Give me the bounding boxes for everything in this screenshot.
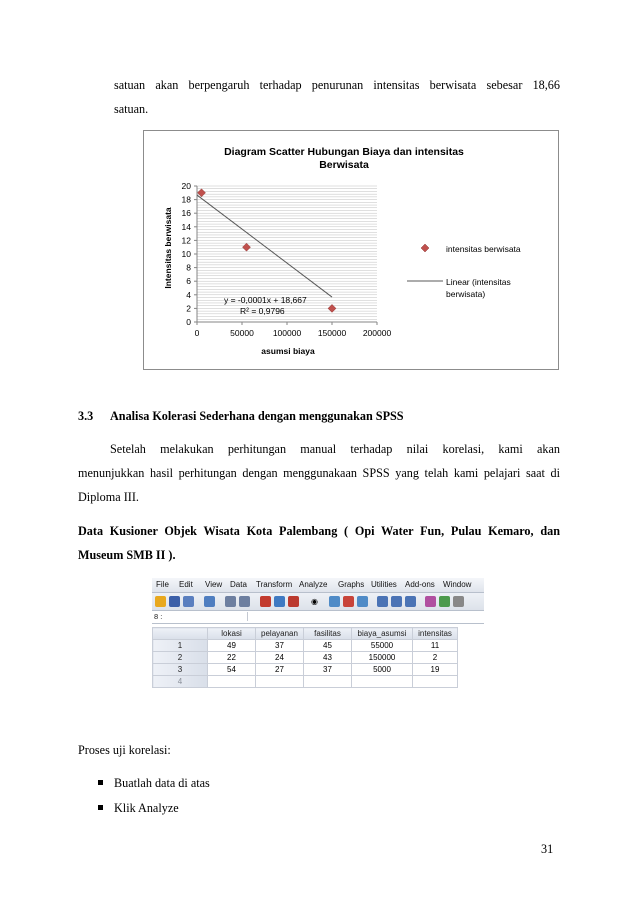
y-axis-label: Intensitas berwisata <box>163 207 173 289</box>
select-cases-icon[interactable] <box>391 596 402 607</box>
y-tick-label: 2 <box>186 303 191 314</box>
column-header[interactable]: biaya_asumsi <box>352 628 413 640</box>
scatter-chart <box>143 130 559 370</box>
data-cell[interactable]: 24 <box>256 652 304 664</box>
bullet-square-icon <box>98 780 103 785</box>
row-number[interactable]: 2 <box>153 652 208 664</box>
data-cell[interactable]: 2 <box>413 652 458 664</box>
data-cell[interactable]: 54 <box>208 664 256 676</box>
goto-case-icon[interactable] <box>260 596 271 607</box>
weight-cases-icon[interactable] <box>377 596 388 607</box>
step-2: Klik Analyze <box>114 801 179 815</box>
corner-cell <box>153 628 208 640</box>
legend-series-label: intensitas berwisata <box>446 244 521 254</box>
data-cell[interactable]: 55000 <box>352 640 413 652</box>
cell-reference: 8 : <box>154 612 163 621</box>
menu-utilities[interactable]: Utilities <box>371 580 397 589</box>
menu-window[interactable]: Window <box>443 580 472 589</box>
data-heading-line-1: Data Kusioner Objek Wisata Kota Palembang ( Opi Water Fun, Pulau Kemaro, dan <box>78 524 560 538</box>
menu-transform[interactable]: Transform <box>256 580 293 589</box>
y-tick-label: 0 <box>186 317 191 327</box>
y-tick-label: 6 <box>186 276 191 287</box>
data-points <box>198 189 337 313</box>
data-grid <box>152 627 458 688</box>
data-cell[interactable]: 19 <box>413 664 458 676</box>
legend-marker-icon <box>421 244 429 252</box>
table-row <box>153 652 458 664</box>
column-header[interactable]: intensitas <box>413 628 458 640</box>
data-cell[interactable]: 37 <box>256 640 304 652</box>
legend-trend-label-1: Linear (intensitas <box>446 277 511 287</box>
split-file-icon[interactable] <box>357 596 368 607</box>
y-tick-label: 4 <box>186 289 191 300</box>
row-number[interactable]: 3 <box>153 664 208 676</box>
y-tick-labels <box>182 181 192 327</box>
para2-line-3: Diploma III. <box>78 490 139 504</box>
data-cell[interactable]: 37 <box>304 664 352 676</box>
print-icon[interactable] <box>183 596 194 607</box>
spell-check-icon[interactable] <box>453 596 464 607</box>
x-tick-label: 150000 <box>317 328 347 338</box>
x-tick-label: 50000 <box>230 328 254 338</box>
grid-header-row <box>153 628 458 640</box>
legend-trend-label-2: berwisata) <box>446 289 486 299</box>
insert-variable-icon[interactable] <box>343 596 354 607</box>
menu-edit[interactable]: Edit <box>179 580 193 589</box>
data-cell[interactable]: 22 <box>208 652 256 664</box>
bullet-square-icon <box>98 805 103 810</box>
data-cell[interactable]: 11 <box>413 640 458 652</box>
intro-line-1: satuan akan berpengaruh terhadap penurunan intensitas berwisata sebesar 18,66 <box>114 78 560 92</box>
spss-data-editor <box>152 578 484 702</box>
menu-file[interactable]: File <box>156 580 169 589</box>
section-title: Analisa Kolerasi Sederhana dengan menggunakan SPSS <box>110 409 404 423</box>
cell-value-field[interactable] <box>247 612 484 621</box>
dialog-recall-icon[interactable] <box>204 596 215 607</box>
find-binoculars-icon[interactable]: ◉ <box>311 597 318 606</box>
row-number[interactable]: 4 <box>153 676 208 688</box>
goto-variable-icon[interactable] <box>274 596 285 607</box>
open-folder-icon[interactable] <box>155 596 166 607</box>
step-1: Buatlah data di atas <box>114 776 210 790</box>
cell-reference-bar <box>152 611 484 624</box>
data-cell[interactable]: 150000 <box>352 652 413 664</box>
save-icon[interactable] <box>169 596 180 607</box>
data-cell[interactable]: 49 <box>208 640 256 652</box>
data-point <box>198 189 206 197</box>
data-cell[interactable] <box>413 676 458 688</box>
spss-menubar <box>152 578 484 593</box>
data-cell[interactable]: 43 <box>304 652 352 664</box>
y-tick-label: 18 <box>181 194 191 205</box>
r-squared: R² = 0,9796 <box>240 306 285 316</box>
para2-line-1: Setelah melakukan perhitungan manual terhadap nilai korelasi, kami akan <box>110 442 560 456</box>
y-tick-label: 12 <box>181 235 191 246</box>
column-header[interactable]: pelayanan <box>256 628 304 640</box>
data-heading-line-2: Museum SMB II ). <box>78 548 176 562</box>
data-cell[interactable]: 27 <box>256 664 304 676</box>
intro-line-2: satuan. <box>114 102 149 116</box>
y-tick-label: 20 <box>181 181 191 191</box>
table-row <box>153 676 458 688</box>
use-sets-icon[interactable] <box>425 596 436 607</box>
data-cell[interactable] <box>304 676 352 688</box>
menu-view[interactable]: View <box>205 580 223 589</box>
variables-icon[interactable] <box>288 596 299 607</box>
chart-title-line-2: Berwisata <box>319 159 369 171</box>
menu-analyze[interactable]: Analyze <box>299 580 328 589</box>
y-tick-label: 14 <box>181 221 191 232</box>
table-row <box>153 640 458 652</box>
insert-cases-icon[interactable] <box>329 596 340 607</box>
menu-data[interactable]: Data <box>230 580 247 589</box>
data-point <box>243 243 251 251</box>
menu-addons[interactable]: Add-ons <box>405 580 435 589</box>
para2-line-2: menunjukkan hasil perhitungan dengan menggunakaan SPSS yang telah kami pelajari saat di <box>78 466 560 480</box>
show-all-variables-icon[interactable] <box>439 596 450 607</box>
x-tick-label: 0 <box>194 328 200 338</box>
x-tick-label: 200000 <box>362 328 392 338</box>
redo-icon[interactable] <box>239 596 250 607</box>
x-tick-labels <box>195 328 392 338</box>
y-tick-label: 16 <box>181 208 191 219</box>
y-tick-label: 10 <box>181 249 191 259</box>
value-labels-icon[interactable] <box>405 596 416 607</box>
x-axis-label: asumsi biaya <box>261 346 315 356</box>
y-tick-label: 8 <box>186 262 191 273</box>
legend <box>407 244 521 299</box>
data-cell[interactable] <box>352 676 413 688</box>
undo-icon[interactable] <box>225 596 236 607</box>
chart-title-line-1: Diagram Scatter Hubungan Biaya dan intensitas <box>224 146 464 158</box>
column-header[interactable]: fasilitas <box>304 628 352 640</box>
table-row <box>153 664 458 676</box>
row-number[interactable]: 1 <box>153 640 208 652</box>
data-cell[interactable] <box>256 676 304 688</box>
data-cell[interactable]: 5000 <box>352 664 413 676</box>
proses-label: Proses uji korelasi: <box>78 743 171 757</box>
menu-graphs[interactable]: Graphs <box>338 580 365 589</box>
spss-toolbar <box>152 593 484 611</box>
page-number: 31 <box>541 842 554 856</box>
data-cell[interactable] <box>208 676 256 688</box>
x-tick-label: 100000 <box>272 328 302 338</box>
section-number: 3.3 <box>78 409 94 423</box>
trend-equation: y = -0,0001x + 18,667 <box>224 295 307 305</box>
column-header[interactable]: lokasi <box>208 628 256 640</box>
data-cell[interactable]: 45 <box>304 640 352 652</box>
